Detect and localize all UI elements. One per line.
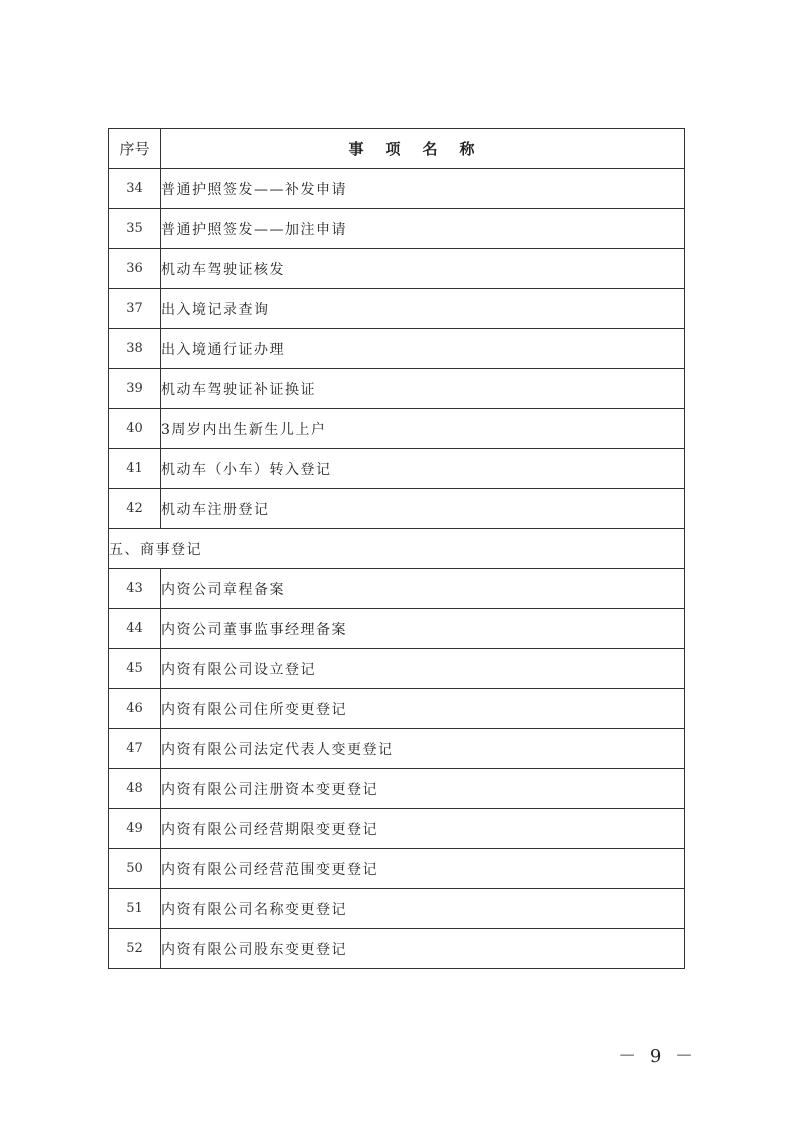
table-row [109,649,685,689]
row-number: 36 [109,249,161,289]
table-row [109,889,685,929]
row-name: 机动车驾驶证核发 [161,249,685,289]
row-name: 内资公司章程备案 [161,569,685,609]
table-row [109,809,685,849]
row-name: 内资有限公司设立登记 [161,649,685,689]
row-name: 内资有限公司住所变更登记 [161,689,685,729]
row-number: 43 [109,569,161,609]
table-row [109,689,685,729]
table-row [109,449,685,489]
section-row [109,529,685,569]
row-number: 52 [109,929,161,969]
row-name: 出入境记录查询 [161,289,685,329]
row-name: 3周岁内出生新生儿上户 [161,409,685,449]
table-row [109,169,685,209]
row-number: 45 [109,649,161,689]
row-name: 内资有限公司名称变更登记 [161,889,685,929]
row-number: 41 [109,449,161,489]
row-number: 46 [109,689,161,729]
row-name: 内资有限公司法定代表人变更登记 [161,729,685,769]
items-table [108,128,685,969]
row-number: 40 [109,409,161,449]
row-name: 内资公司董事监事经理备案 [161,609,685,649]
row-name: 机动车驾驶证补证换证 [161,369,685,409]
header-row [109,129,685,169]
row-number: 50 [109,849,161,889]
header-number: 序号 [109,129,161,169]
row-name: 内资有限公司注册资本变更登记 [161,769,685,809]
row-name: 内资有限公司经营期限变更登记 [161,809,685,849]
row-name: 机动车（小车）转入登记 [161,449,685,489]
table-row [109,409,685,449]
header-name: 事项名称 [161,129,685,169]
row-number: 48 [109,769,161,809]
table-row [109,929,685,969]
table-row [109,729,685,769]
table-row [109,769,685,809]
table-row [109,209,685,249]
row-number: 42 [109,489,161,529]
row-name: 机动车注册登记 [161,489,685,529]
row-number: 37 [109,289,161,329]
table-row [109,329,685,369]
row-name: 内资有限公司股东变更登记 [161,929,685,969]
row-number: 44 [109,609,161,649]
table-row [109,289,685,329]
table-row [109,609,685,649]
row-number: 39 [109,369,161,409]
row-name: 普通护照签发——加注申请 [161,209,685,249]
row-number: 51 [109,889,161,929]
page-number: － 9 － [618,1046,697,1067]
row-number: 35 [109,209,161,249]
table-row [109,369,685,409]
row-number: 49 [109,809,161,849]
table-row [109,569,685,609]
table-row [109,849,685,889]
row-number: 34 [109,169,161,209]
row-name: 内资有限公司经营范围变更登记 [161,849,685,889]
row-number: 38 [109,329,161,369]
table-row [109,489,685,529]
row-name: 普通护照签发——补发申请 [161,169,685,209]
row-name: 出入境通行证办理 [161,329,685,369]
row-number: 47 [109,729,161,769]
table-row [109,249,685,289]
section-title: 五、商事登记 [109,529,685,569]
